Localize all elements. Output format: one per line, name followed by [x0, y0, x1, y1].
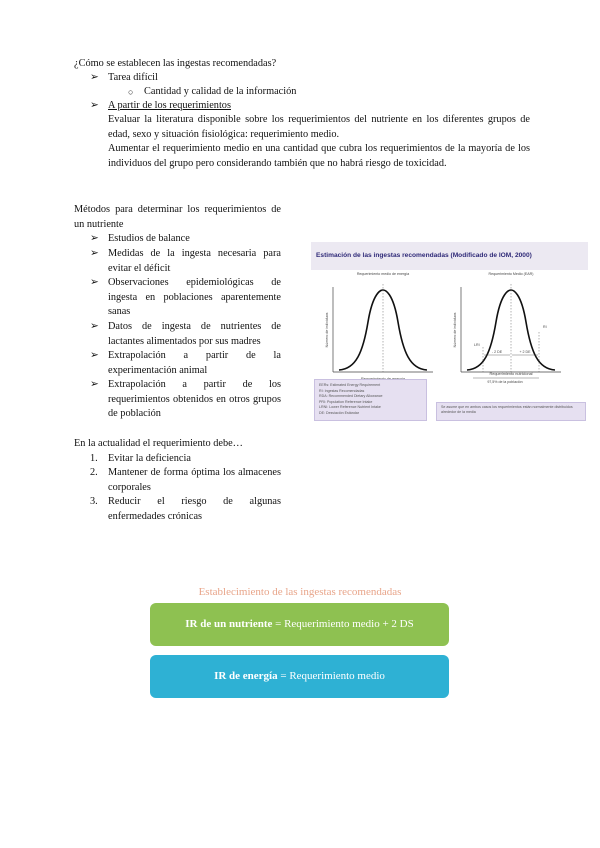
- right-y-label: Número de individuos: [453, 312, 457, 348]
- current-item: Mantener de forma óptima los almacenes corporales: [108, 467, 281, 493]
- figure-legend: [314, 379, 427, 421]
- arrow-bullet-icon: ➢: [90, 72, 99, 83]
- intro-question: ¿Cómo se establecen las ingestas recomendadas?: [74, 58, 277, 69]
- boxes-title: Establecimiento de las ingestas recomendadas: [198, 586, 402, 598]
- arrow-bullet-icon: ➢: [90, 233, 99, 244]
- list-number: 3.: [90, 496, 98, 507]
- box-energy: [150, 655, 449, 698]
- arrow-bullet-icon: ➢: [90, 277, 99, 288]
- intro-item-2: A partir de los requerimientos: [108, 100, 231, 111]
- plus-2ds-label: + 2 DE: [519, 350, 531, 354]
- legend-line: RDA: Recommended Dietary Allowance: [319, 394, 383, 398]
- methods-item: Estudios de balance: [108, 233, 190, 244]
- box-nutrient-rest: = Requerimiento medio + 2 DS: [272, 618, 414, 630]
- legend-line: DE: Desviación Estándar: [319, 410, 359, 415]
- lri-label: LRI: [474, 343, 480, 347]
- methods-item: Datos de ingesta de nutrientes de lactantes alimentados por sus madres: [108, 321, 281, 347]
- left-peak-label: Requerimiento medio de energía: [356, 272, 410, 276]
- current-heading: En la actualidad el requerimiento debe…: [74, 438, 243, 449]
- figure-title: Estimación de las ingestas recomendadas (Modificado de IOM, 2000): [311, 242, 588, 270]
- methods-item: Extrapolación a partir de los requerimientos obtenidos en otros grupos de población: [108, 379, 281, 420]
- intro-subitem: Cantidad y calidad de la información: [144, 86, 297, 97]
- right-peak-label: Requerimiento Medio (EAR): [488, 272, 534, 276]
- box-energy-bold: IR de energía: [214, 670, 278, 682]
- circle-bullet-icon: ○: [128, 87, 134, 97]
- methods-item: Medidas de la ingesta necesaria para evitar el déficit: [108, 248, 281, 274]
- population-label: 97,5% de la población: [487, 380, 523, 384]
- requirements-figure: [311, 242, 588, 422]
- minus-2ds-label: - 2 DE: [491, 350, 503, 354]
- methods-item: Observaciones epidemiológicas de ingesta en poblaciones aparentemente sanas: [108, 277, 281, 318]
- methods-heading: Métodos para determinar los requerimientos de un nutriente: [74, 204, 281, 230]
- arrow-bullet-icon: ➢: [90, 379, 99, 390]
- legend-line: EERs: Estimated Energy Requirement: [319, 383, 381, 387]
- figure-note: [436, 402, 586, 421]
- arrow-bullet-icon: ➢: [90, 321, 99, 332]
- ri-label: RI: [543, 325, 547, 329]
- legend-line: PRI: Population Reference Intake: [319, 399, 373, 404]
- legend-line: RI: Ingestas Recomendadas: [319, 388, 365, 393]
- current-item: Reducir el riesgo de algunas enfermedades crónicas: [108, 496, 281, 522]
- box-nutrient: [150, 603, 449, 646]
- current-item: Evitar la deficiencia: [108, 453, 191, 464]
- intro-item-1: Tarea difícil: [108, 72, 158, 83]
- methods-item: Extrapolación a partir de la experimentación animal: [108, 350, 281, 376]
- figure-note-text: Se asume que en ambos casos los requerimientos están normalmente distribuidos alrededor de la media: [441, 405, 573, 415]
- intro-paragraph-1: Evaluar la literatura disponible sobre los requerimientos del nutriente en los diferentes grupos de edad, sexo y situación fisiológica: requerimiento medio.: [108, 114, 530, 140]
- right-x-label: Requerimiento nutricional: [489, 372, 533, 376]
- left-y-label: Número de individuos: [325, 312, 329, 348]
- box-energy-rest: = Requerimiento medio: [277, 670, 385, 682]
- list-number: 2.: [90, 467, 98, 478]
- arrow-bullet-icon: ➢: [90, 350, 99, 361]
- intro-paragraph-2: Aumentar el requerimiento medio en una cantidad que cubra los requerimientos de la mayoría de los individuos del grupo pero considerando también que no habrá riesgo de toxicidad.: [108, 143, 530, 169]
- list-number: 1.: [90, 453, 98, 464]
- legend-line: LRNI: Lower Reference Nutrient Intake: [319, 405, 381, 409]
- arrow-bullet-icon: ➢: [90, 100, 99, 111]
- box-nutrient-bold: IR de un nutriente: [185, 618, 273, 630]
- arrow-bullet-icon: ➢: [90, 248, 99, 259]
